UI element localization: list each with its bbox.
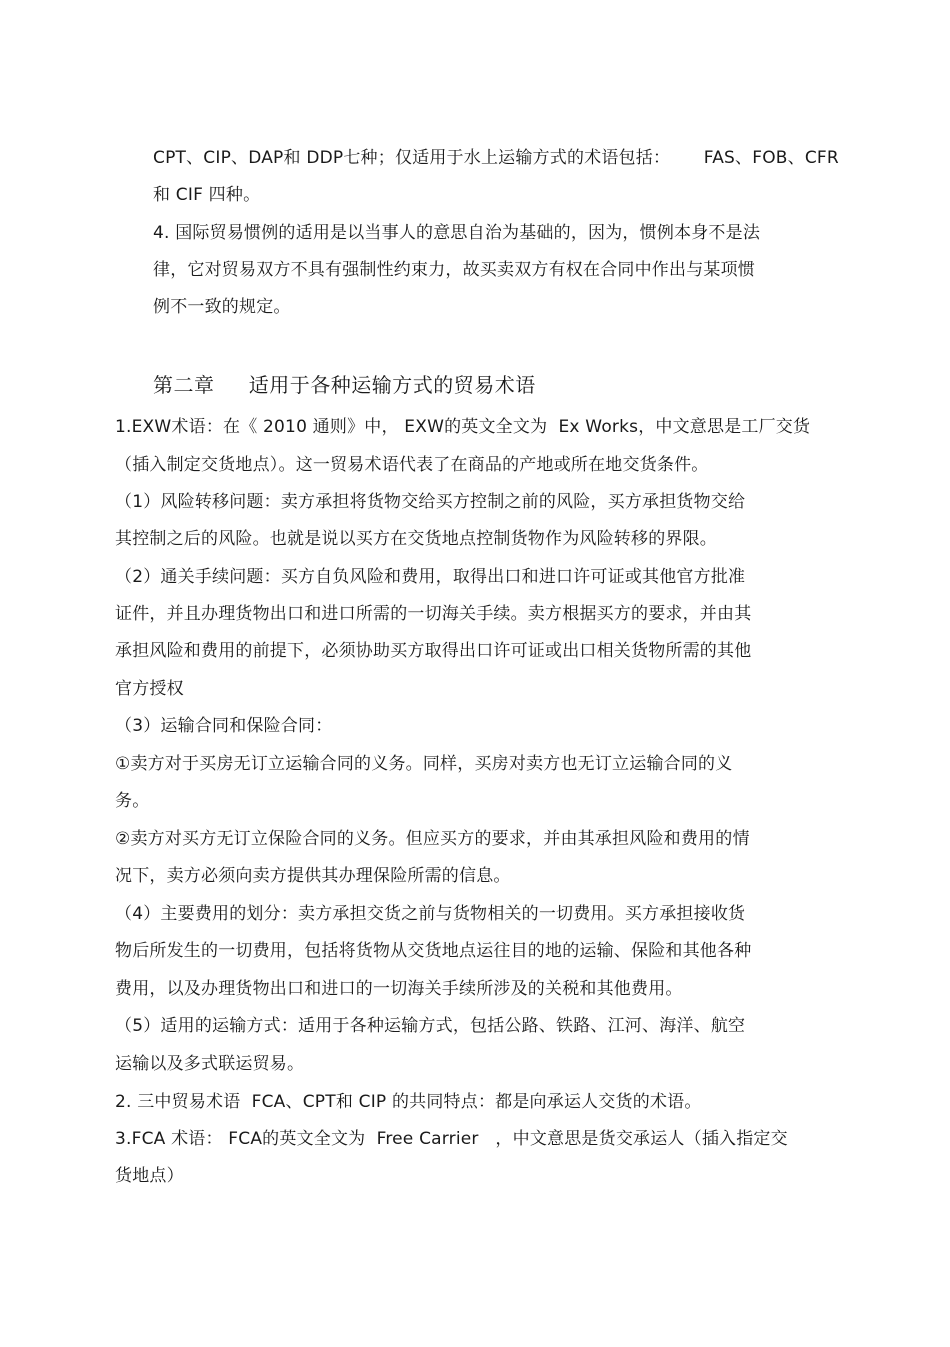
text-line: CPT、CIP、DAP和 DDP七种；仅适用于水上运输方式的术语包括： FAS、FOB、CFR	[153, 148, 839, 168]
text-line: 1.EXW术语：在《 2010 通则》中， EXW的英文全文为 Ex Works，中文意思是工厂交货	[115, 417, 811, 437]
text-line: 其控制之后的风险。也就是说以买方在交货地点控制货物作为风险转移的界限。	[115, 529, 717, 549]
text-line: 和 CIF 四种。	[153, 185, 261, 205]
text-line: 物后所发生的一切费用，包括将货物从交货地点运往目的地的运输、保险和其他各种	[115, 941, 752, 961]
text-line: 证件，并且办理货物出口和进口所需的一切海关手续。卖方根据买方的要求，并由其	[115, 604, 752, 624]
text-line: 运输以及多式联运贸易。	[115, 1054, 305, 1074]
text-line: 务。	[115, 791, 150, 811]
text-line: （3）运输合同和保险合同：	[115, 716, 333, 736]
text-line: ②卖方对买方无订立保险合同的义务。但应买方的要求，并由其承担风险和费用的情	[115, 829, 750, 849]
text-line: （1）风险转移问题：卖方承担将货物交给买方控制之前的风险，买方承担货物交给	[115, 492, 746, 512]
text-line: 费用，以及办理货物出口和进口的一切海关手续所涉及的关税和其他费用。	[115, 979, 683, 999]
text-line: 3.FCA 术语： FCA的英文全文为 Free Carrier ，中文意思是货交承运人（插入指定交	[115, 1129, 788, 1149]
text-line: （5）适用的运输方式：适用于各种运输方式，包括公路、铁路、江河、海洋、航空	[115, 1016, 746, 1036]
text-line: 律，它对贸易双方不具有强制性约束力，故买卖双方有权在合同中作出与某项惯	[153, 260, 755, 280]
text-line: 货地点）	[115, 1166, 184, 1186]
chapter-heading: 第二章 适用于各种运输方式的贸易术语	[153, 373, 536, 397]
text-line: 2. 三中贸易术语 FCA、CPT和 CIP 的共同特点：都是向承运人交货的术语。	[115, 1092, 702, 1112]
text-line: （插入制定交货地点）。这一贸易术语代表了在商品的产地或所在地交货条件。	[115, 455, 709, 475]
text-line: 况下，卖方必须向卖方提供其办理保险所需的信息。	[115, 866, 511, 886]
text-line: 承担风险和费用的前提下，必须协助买方取得出口许可证或出口相关货物所需的其他	[115, 641, 752, 661]
text-line: ①卖方对于买房无订立运输合同的义务。同样，买房对卖方也无订立运输合同的义	[115, 754, 733, 774]
text-line: （2）通关手续问题：买方自负风险和费用，取得出口和进口许可证或其他官方批准	[115, 567, 746, 587]
text-line: 例不一致的规定。	[153, 297, 291, 317]
text-line: （4）主要费用的划分：卖方承担交货之前与货物相关的一切费用。买方承担接收货	[115, 904, 746, 924]
text-line: 官方授权	[115, 679, 184, 699]
text-line: 4. 国际贸易惯例的适用是以当事人的意思自治为基础的，因为，惯例本身不是法	[153, 223, 761, 243]
